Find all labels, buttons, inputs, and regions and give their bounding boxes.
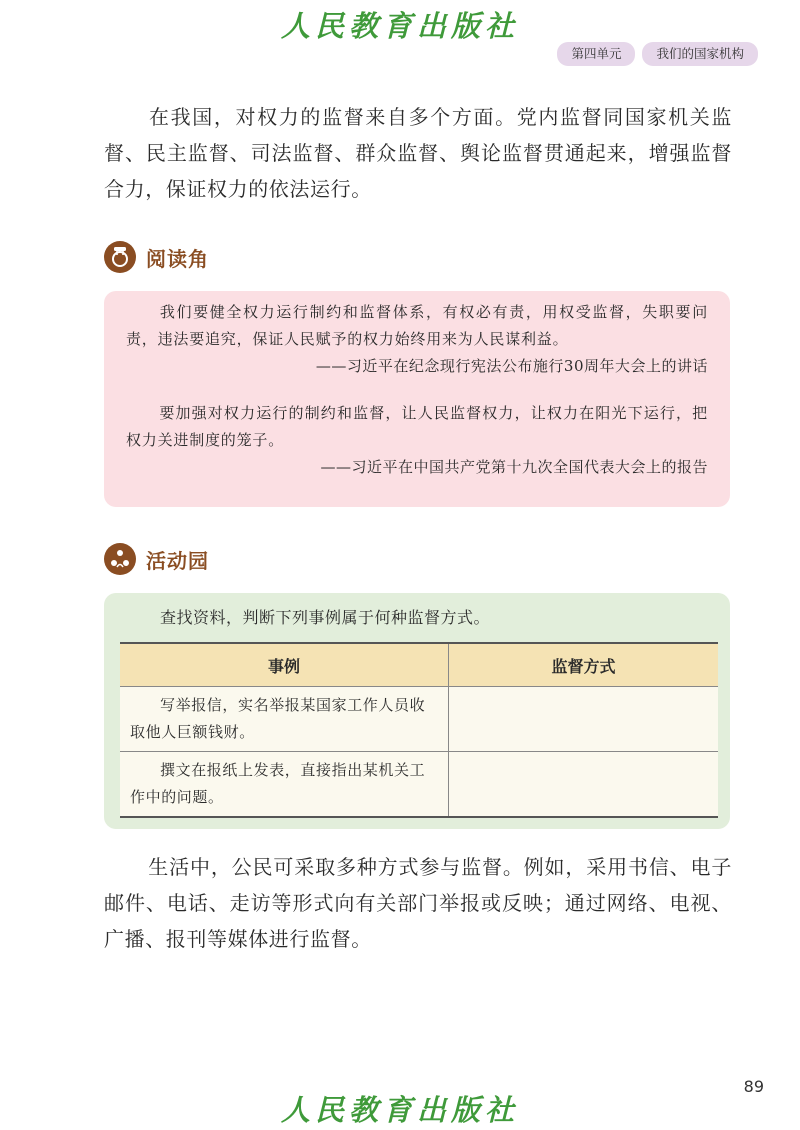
activity-box — [104, 593, 730, 829]
unit-tab: 第四单元 — [557, 42, 635, 66]
body-paragraph-2 — [104, 849, 732, 957]
lesson-tab: 我们的国家机构 — [642, 42, 758, 66]
activity-garden-title: 活动园 — [146, 548, 209, 573]
paragraph-1-text: 在我国，对权力的监督来自多个方面。党内监督同国家机关监督、民主监督、司法监督、群众监督、舆论监督贯通起来，增强监督合力，保证权力的依法运行。 — [104, 105, 732, 201]
quote-1-source: ——习近平在纪念现行宪法公布施行30周年大会上的讲话 — [315, 357, 708, 375]
row-1-method — [449, 687, 719, 752]
body-paragraph-1 — [104, 99, 732, 207]
reading-corner-title: 阅读角 — [146, 246, 209, 271]
row-2-case-text: 撰文在报纸上发表，直接指出某机关工作中的问题。 — [130, 761, 426, 806]
quote-1-text: 我们要健全权力运行制约和监督体系，有权必有责，用权受监督，失职要问责，违法要追究，保证人民赋予的权力始终用来为人民谋利益。 — [126, 303, 708, 348]
header-method: 监督方式 — [449, 643, 719, 687]
quote-2-source: ——习近平在中国共产党第十九次全国代表大会上的报告 — [320, 458, 708, 476]
table-header-row — [120, 643, 718, 687]
header-case: 事例 — [120, 643, 449, 687]
reading-corner-box — [104, 291, 730, 507]
chapter-header — [557, 42, 758, 66]
row-2-method — [449, 752, 719, 818]
row-1-case-text: 写举报信，实名举报某国家工作人员收取他人巨额钱财。 — [130, 696, 426, 741]
activity-intro: 查找资料，判断下列事例属于何种监督方式。 — [160, 608, 491, 627]
reading-corner-heading — [104, 241, 209, 273]
publisher-logo-top: 人民教育出版社 — [280, 9, 519, 43]
table-row — [120, 687, 718, 752]
paragraph-2-text: 生活中，公民可采取多种方式参与监督。例如，采用书信、电子邮件、电话、走访等形式向有关部门举报或反映；通过网络、电视、广播、报刊等媒体进行监督。 — [104, 855, 732, 951]
quote-2 — [126, 400, 708, 454]
quote-2-text: 要加强对权力运行的制约和监督，让人民监督权力，让权力在阳光下运行，把权力关进制度的笼子。 — [126, 404, 708, 449]
activity-garden-icon — [104, 543, 136, 575]
activity-table — [120, 642, 718, 818]
publisher-logo-bottom: 人民教育出版社 — [280, 1093, 519, 1127]
activity-garden-heading — [104, 543, 209, 575]
row-1-case — [120, 687, 449, 752]
page-number: 89 — [743, 1077, 764, 1096]
row-2-case — [120, 752, 449, 818]
reading-corner-icon — [104, 241, 136, 273]
quote-1 — [126, 299, 708, 353]
table-row — [120, 752, 718, 818]
